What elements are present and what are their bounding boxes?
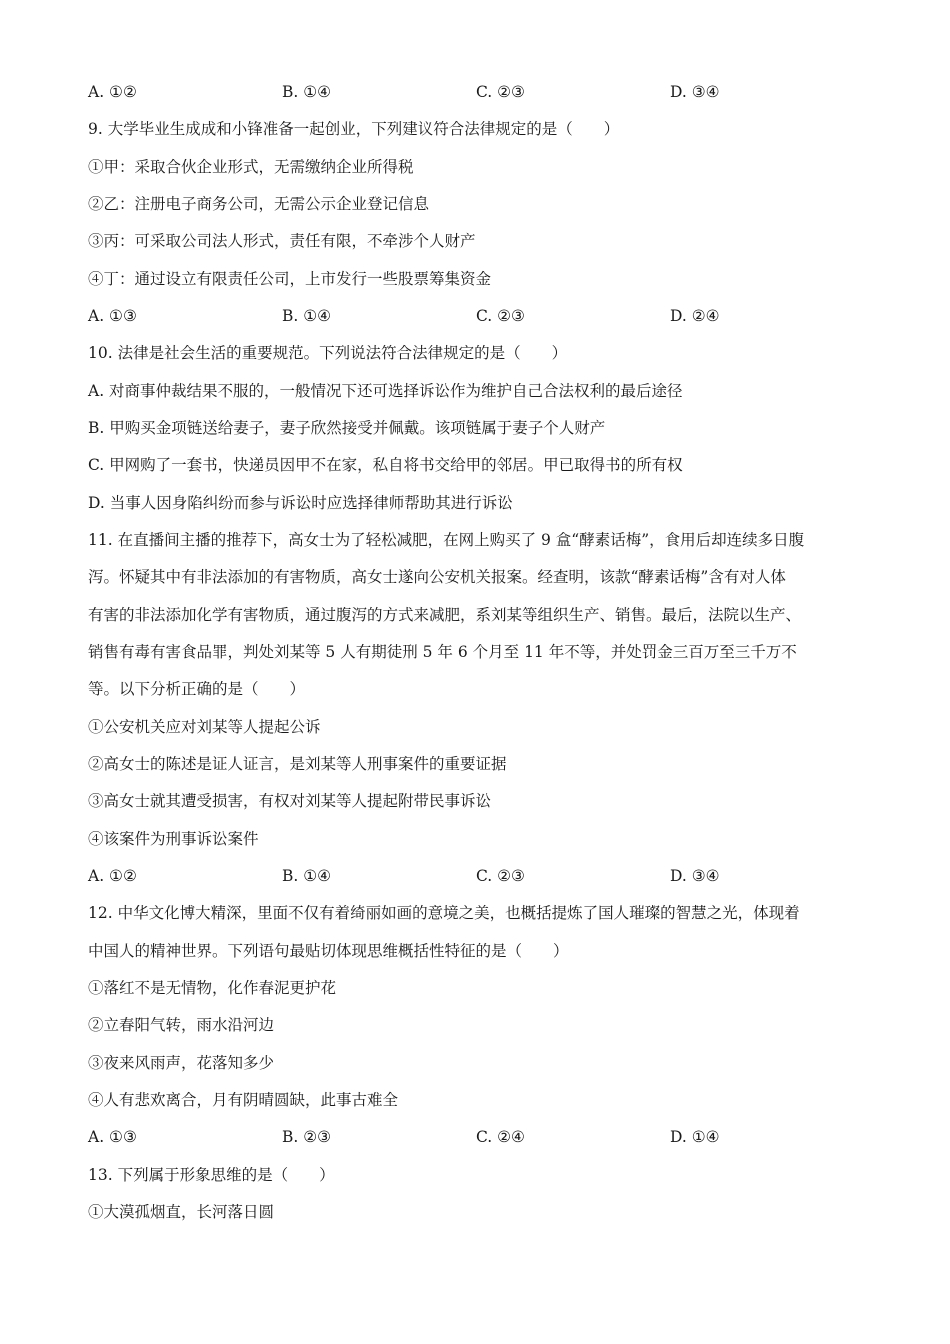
q10-choice-b: B. 甲购买金项链送给妻子，妻子欣然接受并佩戴。该项链属于妻子个人财产 <box>88 419 606 437</box>
q12-stem-line-2: 中国人的精神世界。下列语句最贴切体现思维概括性特征的是（ ） <box>88 942 569 960</box>
q11-option-a: A. ①② <box>88 867 137 885</box>
q9-item-4: ④丁：通过设立有限责任公司，上市发行一些股票筹集资金 <box>88 270 492 288</box>
q12-option-b: B. ②③ <box>282 1128 332 1146</box>
q12-options <box>88 1125 878 1149</box>
q11-item-4: ④该案件为刑事诉讼案件 <box>88 830 259 848</box>
q11-stem-line-1: 11. 在直播间主播的推荐下，高女士为了轻松减肥，在网上购买了 9 盒“酵素话梅”，食用后却连续多日腹 <box>88 531 805 549</box>
q9-item-3: ③丙：可采取公司法人形式，责任有限，不牵涉个人财产 <box>88 232 476 250</box>
q12-item-2: ②立春阳气转，雨水沿河边 <box>88 1016 275 1034</box>
q8-option-a: A. ①② <box>88 83 137 101</box>
q11-stem-line-2: 泻。怀疑其中有非法添加的有害物质，高女士遂向公安机关报案。经查明，该款“酵素话梅”含有对人体 <box>88 568 786 586</box>
q12-option-a: A. ①③ <box>88 1128 137 1146</box>
q9-item-1: ①甲：采取合伙企业形式，无需缴纳企业所得税 <box>88 158 414 176</box>
q12-item-3: ③夜来风雨声，花落知多少 <box>88 1054 275 1072</box>
q12-item-4: ④人有悲欢离合，月有阴晴圆缺，此事古难全 <box>88 1091 399 1109</box>
q8-option-b: B. ①④ <box>282 83 332 101</box>
q11-stem-line-3: 有害的非法添加化学有害物质，通过腹泻的方式来减肥，系刘某等组织生产、销售。最后，法院以生产、 <box>88 606 802 624</box>
q9-options <box>88 304 878 328</box>
q9-option-b: B. ①④ <box>282 307 332 325</box>
q10-choice-c: C. 甲网购了一套书，快递员因甲不在家，私自将书交给甲的邻居。甲已取得书的所有权 <box>88 456 683 474</box>
q8-option-c: C. ②③ <box>476 83 525 101</box>
q10-choice-a: A. 对商事仲裁结果不服的，一般情况下还可选择诉讼作为维护自己合法权利的最后途径 <box>88 382 683 400</box>
q11-item-2: ②高女士的陈述是证人证言，是刘某等人刑事案件的重要证据 <box>88 755 507 773</box>
q11-option-c: C. ②③ <box>476 867 525 885</box>
q12-option-c: C. ②④ <box>476 1128 525 1146</box>
q11-option-b: B. ①④ <box>282 867 332 885</box>
q12-item-1: ①落红不是无情物，化作春泥更护花 <box>88 979 337 997</box>
q11-options <box>88 864 878 888</box>
q8-options <box>88 80 878 104</box>
q11-option-d: D. ③④ <box>670 867 720 885</box>
q13-stem: 13. 下列属于形象思维的是（ ） <box>88 1166 335 1184</box>
q9-option-c: C. ②③ <box>476 307 525 325</box>
q11-stem-line-4: 销售有毒有害食品罪，判处刘某等 5 人有期徒刑 5 年 6 个月至 11 年不等，并处罚金三百万至三千万不 <box>88 643 797 661</box>
q9-option-d: D. ②④ <box>670 307 720 325</box>
q12-stem-line-1: 12. 中华文化博大精深，里面不仅有着绮丽如画的意境之美，也概括提炼了国人璀璨的智慧之光，体现着 <box>88 904 800 922</box>
q10-choice-d: D. 当事人因身陷纠纷而参与诉讼时应选择律师帮助其进行诉讼 <box>88 494 513 512</box>
q9-item-2: ②乙：注册电子商务公司，无需公示企业登记信息 <box>88 195 430 213</box>
q13-item-1: ①大漠孤烟直，长河落日圆 <box>88 1203 275 1221</box>
q12-option-d: D. ①④ <box>670 1128 720 1146</box>
q9-option-a: A. ①③ <box>88 307 137 325</box>
q10-stem: 10. 法律是社会生活的重要规范。下列说法符合法律规定的是（ ） <box>88 344 568 362</box>
q11-item-3: ③高女士就其遭受损害，有权对刘某等人提起附带民事诉讼 <box>88 792 492 810</box>
q8-option-d: D. ③④ <box>670 83 720 101</box>
q9-stem: 9. 大学毕业生成成和小锋准备一起创业，下列建议符合法律规定的是（ ） <box>88 120 620 138</box>
q11-item-1: ①公安机关应对刘某等人提起公诉 <box>88 718 321 736</box>
q11-stem-line-5: 等。以下分析正确的是（ ） <box>88 680 306 698</box>
